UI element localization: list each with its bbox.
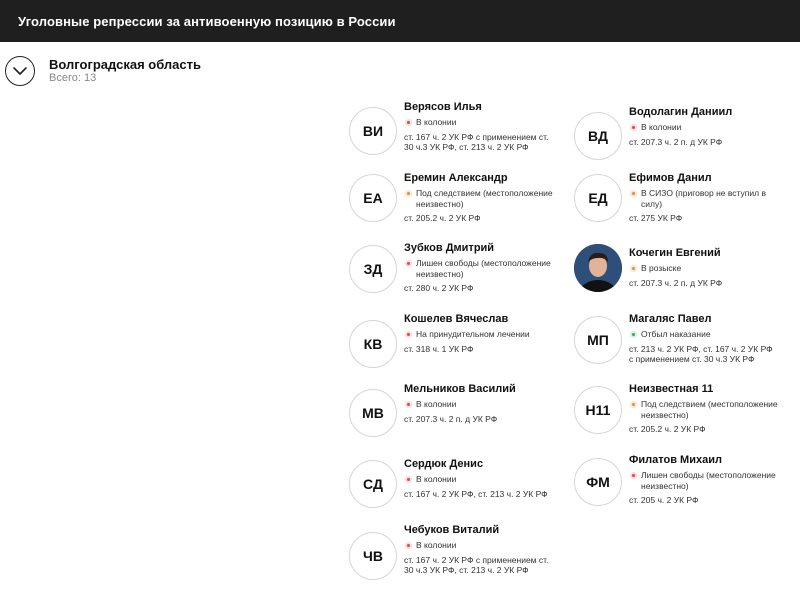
region-total: Всего: 13 — [49, 72, 97, 84]
person-name-link[interactable]: Зубков Дмитрий — [404, 242, 495, 254]
status-dot-icon — [630, 472, 637, 479]
status-dot-icon — [630, 331, 637, 338]
status-label: В колонии — [629, 122, 800, 133]
person-name-link[interactable]: Филатов Михаил — [629, 454, 722, 466]
status-dot-icon — [405, 476, 412, 483]
person-photo[interactable] — [574, 244, 622, 292]
criminal-articles: ст. 280 ч. 2 УК РФ — [404, 283, 474, 293]
status-dot-icon — [405, 190, 412, 197]
status-label: На принудительном лечении — [404, 329, 594, 340]
person-info — [404, 242, 594, 294]
status-label: Отбыл наказание — [629, 329, 800, 340]
status-label: Под следствием (местоположение неизвестно) — [629, 399, 800, 420]
person-name-link[interactable]: Верясов Илья — [404, 101, 482, 113]
person-name-link[interactable]: Ефимов Данил — [629, 172, 712, 184]
criminal-articles: ст. 275 УК РФ — [629, 213, 683, 223]
person-initials-avatar[interactable]: ЕД — [574, 174, 622, 222]
criminal-articles: ст. 205 ч. 2 УК РФ — [629, 495, 699, 505]
status-dot-icon — [630, 124, 637, 131]
person-info — [404, 458, 594, 499]
person-initials-avatar[interactable]: ВД — [574, 112, 622, 160]
person-info — [404, 524, 594, 576]
status-label: Лишен свободы (местоположение неизвестно) — [404, 258, 594, 279]
person-name-link[interactable]: Мельников Василий — [404, 383, 516, 395]
status-dot-icon — [405, 542, 412, 549]
status-label: В колонии — [404, 540, 594, 551]
person-info — [629, 247, 800, 288]
person-info — [404, 383, 594, 424]
status-label: В колонии — [404, 474, 594, 485]
status-dot-icon — [630, 401, 637, 408]
criminal-articles: ст. 205.2 ч. 2 УК РФ — [629, 424, 706, 434]
criminal-articles: ст. 207.3 ч. 2 п. д УК РФ — [629, 277, 723, 288]
criminal-articles: ст. 207.3 ч. 2 п. д УК РФ — [404, 413, 498, 424]
status-dot-icon — [405, 331, 412, 338]
person-name-link[interactable]: Сердюк Денис — [404, 458, 484, 470]
status-label: В СИЗО (приговор не вступил в силу) — [629, 188, 800, 209]
status-label: Под следствием (местоположение неизвестно) — [404, 188, 594, 209]
person-photo-icon — [574, 244, 622, 292]
region-title: Волгоградская область — [49, 57, 202, 72]
person-info — [629, 454, 800, 506]
person-initials-avatar[interactable]: СД — [349, 460, 397, 508]
person-initials-avatar[interactable]: ЧВ — [349, 532, 397, 580]
person-initials-avatar[interactable]: Н11 — [574, 386, 622, 434]
person-name-link[interactable]: Кошелев Вячеслав — [404, 313, 509, 325]
status-dot-icon — [405, 119, 412, 126]
person-info — [404, 172, 594, 224]
person-info — [629, 383, 800, 435]
person-initials-avatar[interactable]: ЕА — [349, 174, 397, 222]
person-name-link[interactable]: Кочегин Евгений — [629, 247, 721, 259]
criminal-articles: ст. 213 ч. 2 УК РФ, ст. 167 ч. 2 УК РФ с применением ст. 30 ч.3 УК РФ — [629, 343, 773, 364]
criminal-articles: ст. 167 ч. 2 УК РФ с применением ст. 30 ч.3 УК РФ, ст. 213 ч. 2 УК РФ — [404, 131, 549, 152]
app-header — [0, 0, 800, 42]
person-initials-avatar[interactable]: МП — [574, 316, 622, 364]
person-initials-avatar[interactable]: ВИ — [349, 107, 397, 155]
person-info — [404, 313, 594, 354]
criminal-articles: ст. 207.3 ч. 2 п. д УК РФ — [629, 136, 723, 147]
person-name-link[interactable]: Водолагин Даниил — [629, 106, 733, 118]
person-initials-avatar[interactable]: КВ — [349, 320, 397, 368]
criminal-articles: ст. 167 ч. 2 УК РФ с применением ст. 30 ч.3 УК РФ, ст. 213 ч. 2 УК РФ — [404, 554, 549, 575]
person-name-link[interactable]: Еремин Александр — [404, 172, 508, 184]
criminal-articles: ст. 205.2 ч. 2 УК РФ — [404, 213, 481, 223]
person-info — [629, 106, 800, 147]
status-dot-icon — [405, 401, 412, 408]
criminal-articles: ст. 318 ч. 1 УК РФ — [404, 343, 474, 354]
person-initials-avatar[interactable]: МВ — [349, 389, 397, 437]
criminal-articles: ст. 167 ч. 2 УК РФ, ст. 213 ч. 2 УК РФ — [404, 488, 548, 499]
status-label: В розыске — [629, 263, 800, 274]
person-initials-avatar[interactable]: ФМ — [574, 458, 622, 506]
status-label: В колонии — [404, 399, 594, 410]
status-dot-icon — [630, 265, 637, 272]
status-dot-icon — [630, 190, 637, 197]
status-dot-icon — [405, 260, 412, 267]
person-name-link[interactable]: Магаляс Павел — [629, 313, 712, 325]
chevron-down-icon — [12, 66, 28, 76]
person-initials-avatar[interactable]: ЗД — [349, 245, 397, 293]
person-info — [629, 172, 800, 224]
person-info — [629, 313, 800, 365]
status-label: В колонии — [404, 117, 594, 128]
person-name-link[interactable]: Чебуков Виталий — [404, 524, 500, 536]
person-name-link[interactable]: Неизвестная 11 — [629, 383, 714, 395]
status-label: Лишен свободы (местоположение неизвестно) — [629, 470, 800, 491]
page-title: Уголовные репрессии за антивоенную позицию в России — [18, 14, 396, 29]
region-toggle-button[interactable] — [5, 56, 35, 86]
person-info — [404, 101, 594, 153]
